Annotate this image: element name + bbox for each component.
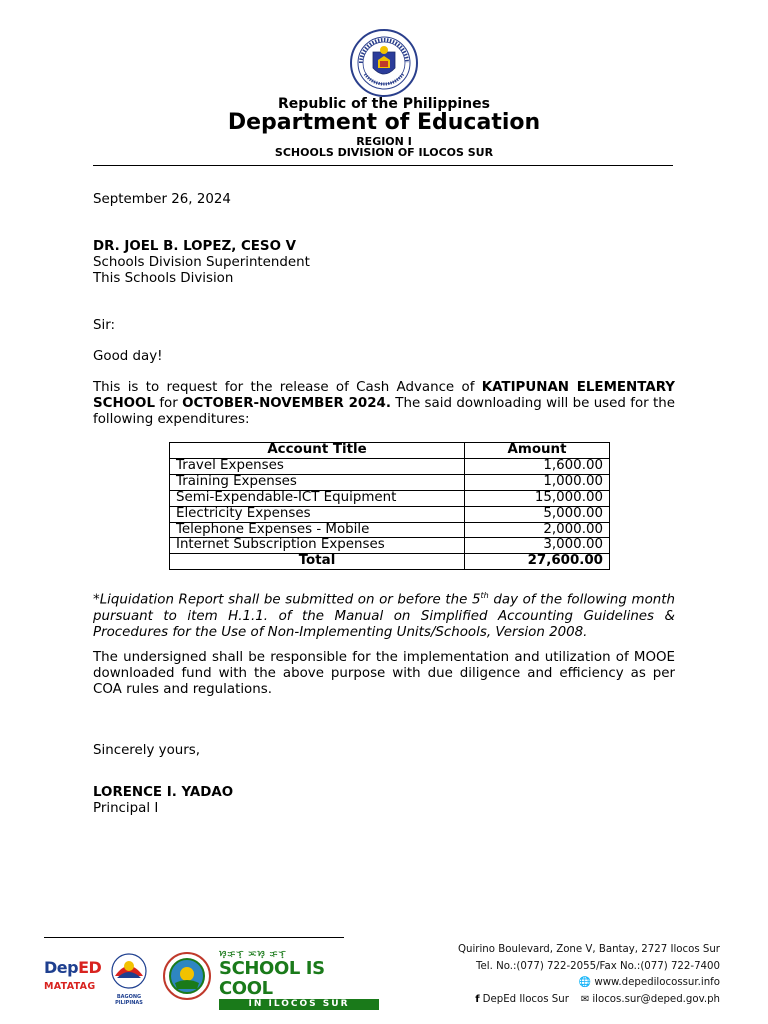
table-header-row [170, 443, 610, 459]
signatory-title: Principal I [93, 801, 159, 817]
column-header-account-title: Account Title [170, 443, 465, 459]
school-name: KATIPUNAN ELEMENTARY SCHOOL [93, 380, 675, 412]
table-row [170, 474, 610, 490]
recipient-block [93, 239, 675, 288]
globe-icon: 🌐 [578, 977, 592, 988]
note-superscript: th [480, 591, 489, 600]
facebook-icon: f [475, 993, 480, 1005]
contact-info [440, 942, 720, 1008]
request-paragraph [93, 380, 675, 429]
address-line: Quirino Boulevard, Zone V, Bantay, 2727 Ilocos Sur [457, 944, 720, 955]
closing: Sincerely yours, [93, 743, 201, 758]
amount-cell: 15,000.00 [465, 490, 610, 506]
amount-cell: 2,000.00 [465, 522, 610, 538]
deped-matatag-logo [44, 958, 101, 992]
email-icon: ✉ [580, 993, 590, 1005]
letter-date: September 26, 2024 [93, 192, 231, 207]
bagong-pilipinas-label: BAGONG PILIPINAS [115, 994, 143, 1006]
department-heading: Department of Education [227, 110, 541, 135]
signatory-name: LORENCE I. YADAO [93, 785, 234, 800]
school-is-cool-logo [219, 948, 379, 1010]
table-total-row [170, 554, 610, 570]
phone-line: Tel. No.:(077) 722-2055/Fax No.:(077) 722-7400 [476, 960, 720, 972]
note-text-a: *Liquidation Report shall be submitted on or before the 5 [93, 592, 481, 608]
recipient-name: DR. JOEL B. LOPEZ, CESO V [93, 239, 296, 254]
school-is-cool-text: SCHOOL IS COOL [219, 958, 325, 999]
baybayin-script-decoration: ᜐ᜔ᜃᜓᜎ᜔ ᜁᜐ᜔ ᜃᜓᜎ᜔ [219, 949, 287, 958]
facebook-link[interactable]: DepEd Ilocos Sur [482, 993, 569, 1005]
expenditures-table [169, 442, 610, 570]
recipient-title: Schools Division Superintendent [93, 255, 310, 271]
republic-heading: Republic of the Philippines [278, 96, 490, 112]
total-amount: 27,600.00 [465, 554, 610, 570]
salutation: Sir: [93, 318, 116, 333]
table-row [170, 490, 610, 506]
bagong-pilipinas-emblem-icon [107, 950, 151, 990]
account-title-cell: Training Expenses [170, 474, 465, 490]
sdo-ilocos-sur-seal-icon [161, 951, 213, 1001]
in-ilocos-sur-banner: IN ILOCOS SUR [219, 999, 379, 1010]
account-title-cell: Internet Subscription Expenses [170, 538, 465, 554]
greeting: Good day! [93, 349, 163, 364]
account-title-cell: Electricity Expenses [170, 506, 465, 522]
recipient-office: This Schools Division [93, 271, 234, 287]
header-divider [93, 165, 673, 166]
amount-cell: 3,000.00 [465, 538, 610, 554]
para1-text-c: The said downloading will be used for the following expenditures: [93, 396, 676, 428]
account-title-cell: Travel Expenses [170, 458, 465, 474]
amount-cell: 1,600.00 [465, 458, 610, 474]
division-heading: SCHOOLS DIVISION OF ILOCOS SUR [274, 146, 494, 159]
deped-seal-logo [349, 28, 419, 98]
deped-logo-text-a: Dep [44, 958, 79, 977]
deped-logo-text-b: ED [78, 958, 102, 977]
note-text-b: day of the following month pursuant to item H.1.1. of the Manual on Simplified Accounting Guidelines & Procedures for the Use of Non-Implementing Units/Schools, Version 2008. [93, 592, 675, 640]
account-title-cell: Semi-Expendable-ICT Equipment [170, 490, 465, 506]
matatag-text: MATATAG [44, 981, 96, 992]
bagong-pilipinas-logo [107, 950, 151, 1006]
website-link[interactable]: www.depedilocossur.info [594, 977, 720, 988]
footer-divider [44, 937, 344, 938]
column-header-amount: Amount [465, 443, 610, 459]
para1-text-a: This is to request for the release of Cash Advance of [93, 380, 482, 395]
signature-block [93, 785, 675, 817]
period: OCTOBER-NOVEMBER 2024. [182, 396, 391, 412]
email-link[interactable]: ilocos.sur@deped.gov.ph [592, 993, 720, 1005]
liquidation-note [93, 588, 675, 641]
amount-cell: 1,000.00 [465, 474, 610, 490]
responsibility-paragraph: The undersigned shall be responsible for the implementation and utilization of MOOE downloaded fund with the above purpose with due diligence and efficiency as per COA rules and regulations. [93, 650, 675, 698]
account-title-cell: Telephone Expenses - Mobile [170, 522, 465, 538]
table-row [170, 506, 610, 522]
table-row [170, 458, 610, 474]
table-row [170, 538, 610, 554]
para1-text-b: for [154, 396, 183, 412]
amount-cell: 5,000.00 [465, 506, 610, 522]
total-label: Total [170, 554, 465, 570]
region-heading: REGION I [356, 135, 412, 148]
table-row [170, 522, 610, 538]
